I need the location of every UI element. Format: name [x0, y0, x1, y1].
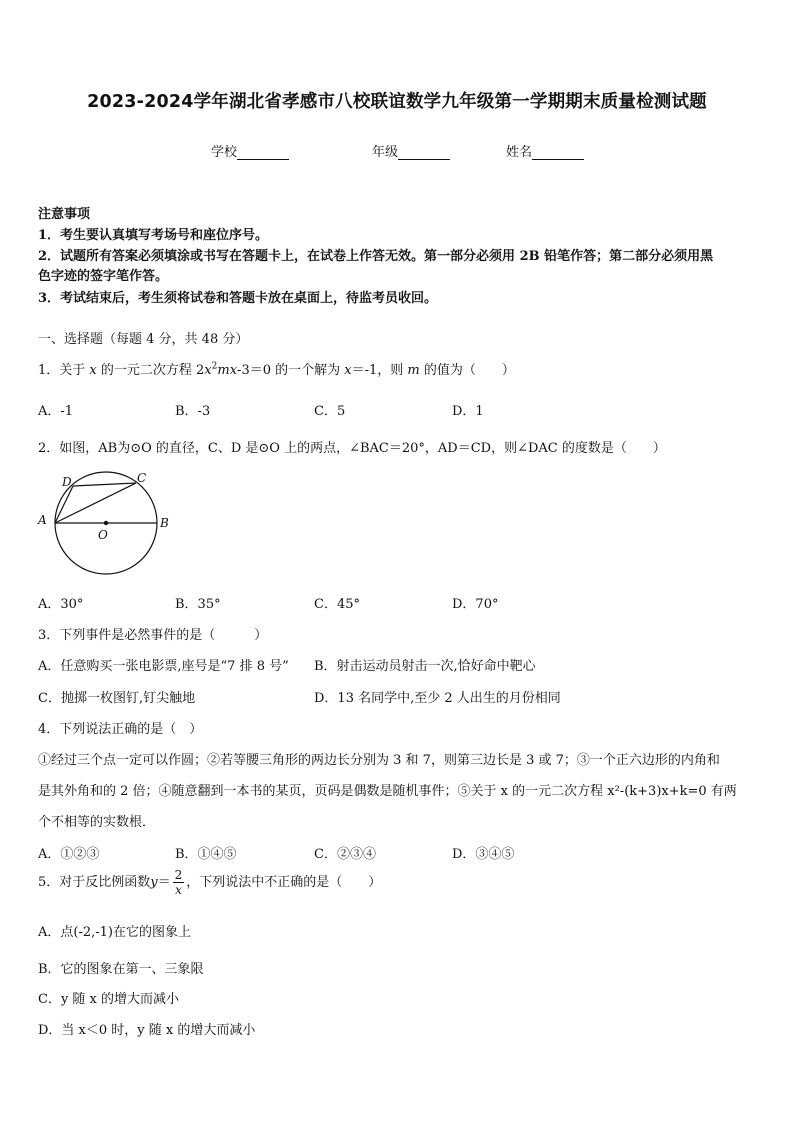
q2-option-d: D．70°: [452, 597, 499, 612]
q1-var: x: [344, 363, 352, 378]
label-d: D: [62, 475, 72, 489]
q2-circle-figure: [36, 466, 178, 582]
notes-heading: 注意事项: [38, 207, 91, 222]
page-title: 2023-2024学年湖北省孝感市八校联谊数学九年级第一学期期末质量检测试题: [87, 92, 707, 112]
q1-exponent: 2: [211, 361, 218, 372]
notes-item: 1．考生要认真填写考场号和座位序号。: [38, 228, 269, 243]
q1-var: x: [229, 363, 238, 378]
center-point: [104, 521, 108, 525]
q5-option-b: B．它的图象在第一、三象限: [38, 962, 204, 977]
question-2: 2．如图，AB为⊙O 的直径，C、D 是⊙O 上的两点，∠BAC＝20°，AD＝CD，则∠DAC 的度数是（ ）: [38, 441, 666, 456]
q4-statement-line: 个不相等的实数根．: [38, 815, 156, 830]
q1-var: m: [407, 363, 420, 378]
q1-text: ＝-1，则: [351, 363, 408, 378]
chord-ad: [55, 486, 73, 523]
q1-option-d: D．1: [452, 404, 484, 419]
label-o: O: [98, 528, 108, 542]
q1-text: 1．关于: [38, 363, 90, 378]
label-b: B: [160, 516, 169, 530]
q5-option-a: A．点(-2,-1)在它的图象上: [38, 925, 191, 940]
q5-option-c: C．y 随 x 的增大而减小: [38, 992, 180, 1007]
notes-item: 2．试题所有答案必须填涂或书写在答题卡上，在试卷上作答无效。第一部分必须用 2B 铅笔作答；第二部分必须用黑: [38, 249, 714, 264]
q5-option-d: D．当 x＜0 时，y 随 x 的增大而减小: [38, 1023, 256, 1038]
q5-text: ＝: [157, 875, 171, 890]
q2-option-c: C．45°: [314, 597, 360, 612]
q4-option-b: B．①④⑤: [175, 847, 237, 862]
chord-ac: [55, 483, 136, 523]
q1-var: x: [89, 363, 97, 378]
label-a: A: [38, 513, 47, 527]
name-label: 姓名: [506, 145, 533, 160]
q1-var: x: [204, 363, 212, 378]
q4-option-c: C．②③④: [314, 847, 376, 862]
q1-text: 的值为（ ）: [419, 363, 515, 378]
q5-text: ，下列说法中不正确的是（ ）: [186, 875, 382, 890]
q5-text: 5．对于反比例函数: [38, 875, 151, 890]
fraction-numerator: 2: [174, 868, 183, 882]
grade-label: 年级: [372, 145, 399, 160]
school-label: 学校: [211, 145, 238, 160]
name-blank: [532, 145, 584, 160]
school-blank: [237, 145, 289, 160]
fraction-denominator: x: [175, 883, 182, 897]
q3-option-a: A．任意购买一张电影票,座号是“7 排 8 号”: [38, 659, 289, 674]
name-field: [506, 141, 584, 160]
q2-option-a: A．30°: [38, 597, 84, 612]
q1-option-c: C．5: [314, 404, 346, 419]
notes-item: 色字迹的签字笔作答。: [38, 269, 169, 284]
q3-option-c: C．抛掷一枚图钉,钉尖触地: [38, 691, 196, 706]
q5-var: y: [150, 875, 158, 890]
chord-dc: [73, 483, 136, 486]
q5-fraction: [173, 868, 185, 897]
q4-option-a: A．①②③: [38, 847, 100, 862]
q1-text: 的一元二次方程 2: [96, 363, 205, 378]
q1-option-b: B．-3: [175, 404, 211, 419]
grade-field: [372, 141, 450, 160]
question-3: 3．下列事件是必然事件的是（ ）: [38, 628, 268, 643]
grade-blank: [398, 145, 450, 160]
q4-option-d: D．③④⑤: [452, 847, 515, 862]
section-heading: 一、选择题（每题 4 分，共 48 分）: [38, 332, 249, 347]
question-4: 4．下列说法正确的是（ ）: [38, 722, 203, 737]
q1-option-a: A．-1: [38, 404, 74, 419]
q4-statement-line: 是其外角和的 2 倍；④随意翻到一本书的某页，页码是偶数是随机事件；⑤关于 x 的一元二次方程 x²-(k+3)x+k=0 有两: [38, 784, 737, 799]
q1-text: -3＝0 的一个解为: [237, 363, 345, 378]
q4-statement-line: ①经过三个点一定可以作圆；②若等腰三角形的两边长分别为 3 和 7，则第三边长是 3 或 7；③一个正六边形的内角和: [38, 753, 720, 768]
label-c: C: [137, 471, 147, 485]
question-1: [38, 359, 515, 378]
notes-item: 3．考试结束后，考生须将试卷和答题卡放在桌面上，待监考员收回。: [38, 291, 438, 306]
q1-var: m: [217, 363, 230, 378]
q3-option-b: B．射击运动员射击一次,恰好命中靶心: [314, 659, 536, 674]
q3-option-d: D．13 名同学中,至少 2 人出生的月份相同: [314, 691, 561, 706]
question-5: [38, 868, 381, 897]
school-field: [211, 141, 289, 160]
q2-option-b: B．35°: [175, 597, 221, 612]
